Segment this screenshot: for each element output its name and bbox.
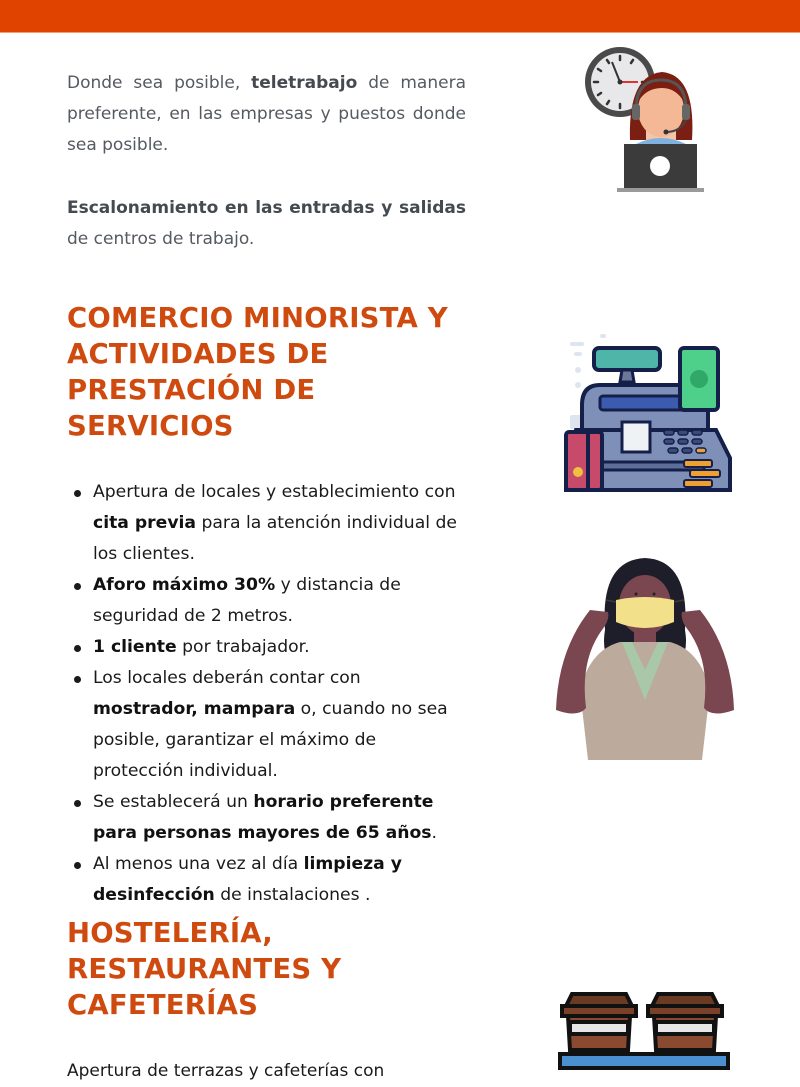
intro-paragraph-staggered-hours: Escalonamiento en las entradas y salidas de centros de trabajo. xyxy=(67,198,466,249)
list-item: 1 cliente por trabajador. xyxy=(67,632,467,663)
section-title-hospitality: HOSTELERÍA, RESTAURANTES Y CAFETERÍAS xyxy=(67,917,342,1021)
list-item: Aforo máximo 30% y distancia de seguridad de 2 metros. xyxy=(67,570,467,632)
retail-measures-list xyxy=(67,477,467,911)
list-item: Al menos una vez al día limpieza y desinfección de instalaciones . xyxy=(67,849,467,911)
list-item: Se establecerá un horario preferente para personas mayores de 65 años. xyxy=(67,787,467,849)
intro-paragraph-telework: Donde sea posible, teletrabajo de manera preferente, en las empresas y puestos donde sea posible. xyxy=(67,73,466,155)
header-bar xyxy=(0,0,800,33)
coffee-cups-tray-icon xyxy=(558,990,730,1066)
section-title-retail: COMERCIO MINORISTA Y ACTIVIDADES DE PRESTACIÓN DE SERVICIOS xyxy=(67,302,448,442)
hospitality-clipped-text: Apertura de terrazas y cafeterías con xyxy=(67,1061,385,1081)
list-item: Los locales deberán contar con mostrador, mampara o, cuando no sea posible, garantizar el máximo de protección individual. xyxy=(67,663,467,787)
list-item: Apertura de locales y establecimiento con cita previa para la atención individual de los clientes. xyxy=(67,477,467,570)
woman-putting-on-mask-icon xyxy=(550,550,740,765)
cash-register-icon xyxy=(560,330,740,495)
woman-with-headset-and-clock-icon xyxy=(580,40,710,195)
